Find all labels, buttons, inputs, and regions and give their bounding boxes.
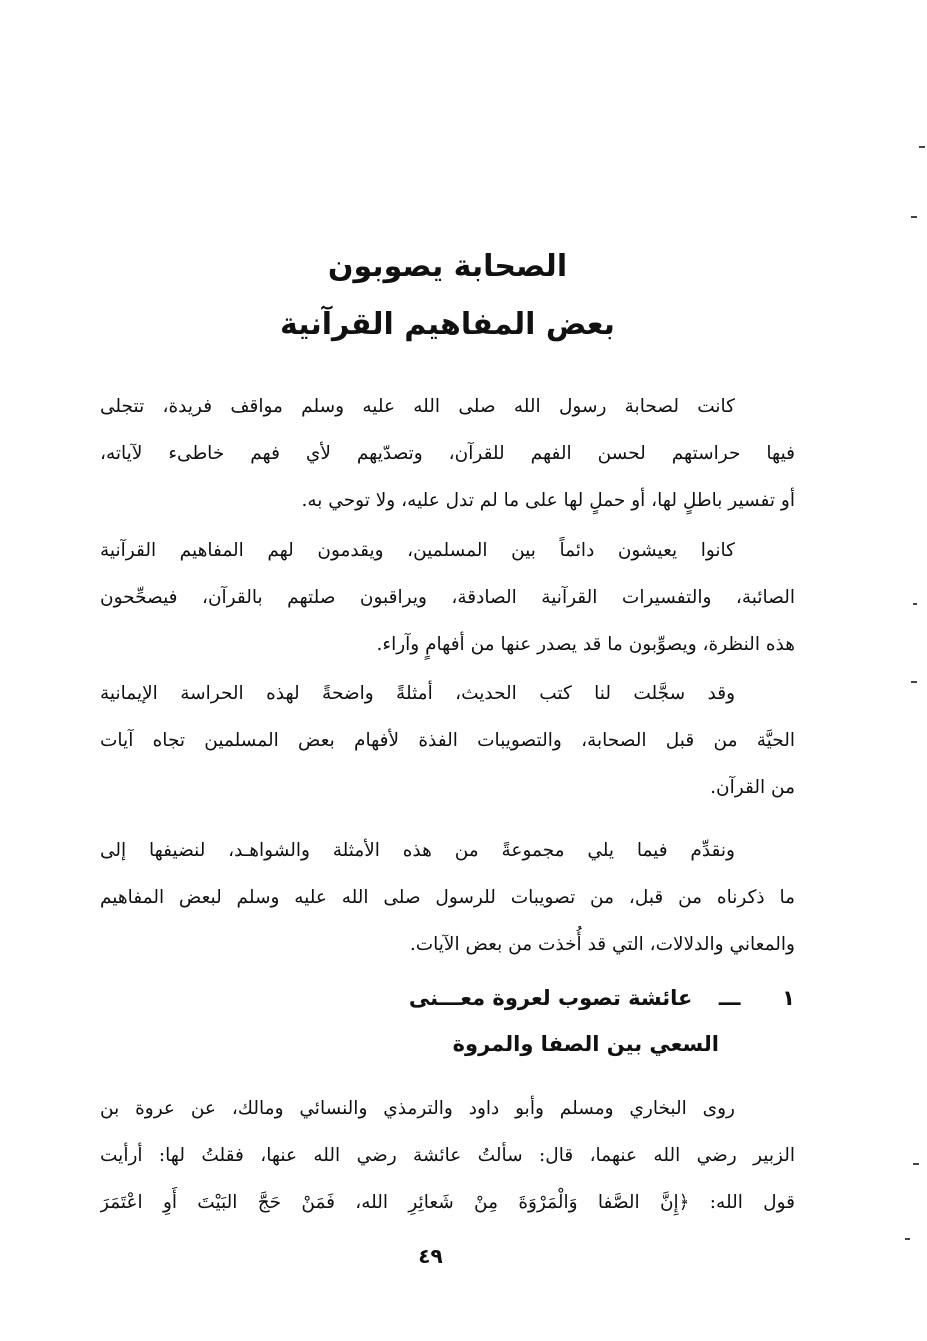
chapter-title <box>100 238 795 354</box>
paragraph-line: ما ذكرناه من قبل، من تصويبات للرسول صلى الله عليه وسلم لبعض المفاهيم <box>100 887 795 908</box>
scan-mark <box>919 146 925 148</box>
paragraph-line: كانت لصحابة رسول الله صلى الله عليه وسلم مواقف فريدة، تتجلى <box>100 396 735 417</box>
section-title-line-2: السعي بين الصفا والمروة <box>452 1032 719 1056</box>
paragraph-line: أو تفسير باطلٍ لها، أو حملٍ لها على ما لم تدل عليه، ولا توحي به. <box>301 490 795 511</box>
paragraph-line: الصائبة، والتفسيرات القرآنية الصادقة، ويراقبون صلتهم بالقرآن، فيصحِّحون <box>100 587 795 608</box>
chapter-title-line-2: بعض المفاهيم القرآنية <box>280 307 615 342</box>
scan-mark <box>911 216 917 218</box>
paragraph-line: وقد سجَّلت لنا كتب الحديث، أمثلةً واضحةً لهذه الحراسة الإيمانية <box>100 683 735 704</box>
paragraph-line: كانوا يعيشون دائماً بين المسلمين، ويقدمون لهم المفاهيم القرآنية <box>100 540 735 561</box>
chapter-title-line-1: الصحابة يصوبون <box>327 249 568 284</box>
paragraph-1 <box>100 383 795 524</box>
paragraph-5 <box>100 1085 795 1226</box>
paragraph-3 <box>100 670 795 811</box>
paragraph-line: الزبير رضي الله عنهما، قال: سألتُ عائشة رضي الله عنها، فقلتُ لها: أرأيت <box>100 1145 795 1166</box>
paragraph-line: هذه النظرة، ويصوِّبون ما قد يصدر عنها من أفهامٍ وآراء. <box>376 634 795 655</box>
paragraph-line: قول الله: ﴿إِنَّ الصَّفا وَالْمَرْوَةَ مِنْ شَعائِرِ الله، فَمَنْ حَجَّ البَيْتَ أَوِ اعْتَمَرَ <box>100 1192 795 1213</box>
paragraph-4 <box>100 827 795 968</box>
page-number: ٤٩ <box>418 1244 443 1268</box>
scan-mark <box>913 1163 919 1165</box>
section-number: ١ <box>782 986 795 1010</box>
paragraph-line: فيها حراستهم لحسن الفهم للقرآن، وتصدّيهم لأي فهم خاطىء لآياته، <box>100 443 795 464</box>
scan-mark <box>911 681 917 683</box>
paragraph-line: روى البخاري ومسلم وأبو داود والترمذي والنسائي ومالك، عن عروة بن <box>100 1098 735 1119</box>
paragraph-2 <box>100 527 795 668</box>
paragraph-line: من القرآن. <box>710 777 795 798</box>
scan-mark <box>905 1238 910 1240</box>
paragraph-line: ونقدِّم فيما يلي مجموعةً من هذه الأمثلة والشواهـد، لنضيفها إلى <box>100 840 735 861</box>
paragraph-line: الحيَّة من قبل الصحابة، والتصويبات الفذة لأفهام بعض المسلمين تجاه آيات <box>100 730 795 751</box>
section-heading-row-1 <box>100 975 795 1021</box>
section-dash: ـــ <box>718 986 741 1010</box>
scan-mark <box>913 603 917 605</box>
section-title-line-1: عائشة تصوب لعروة معـــنى <box>408 986 693 1010</box>
paragraph-line: والمعاني والدلالات، التي قد أُخذت من بعض الآيات. <box>409 934 795 955</box>
section-heading-1 <box>100 975 795 1067</box>
